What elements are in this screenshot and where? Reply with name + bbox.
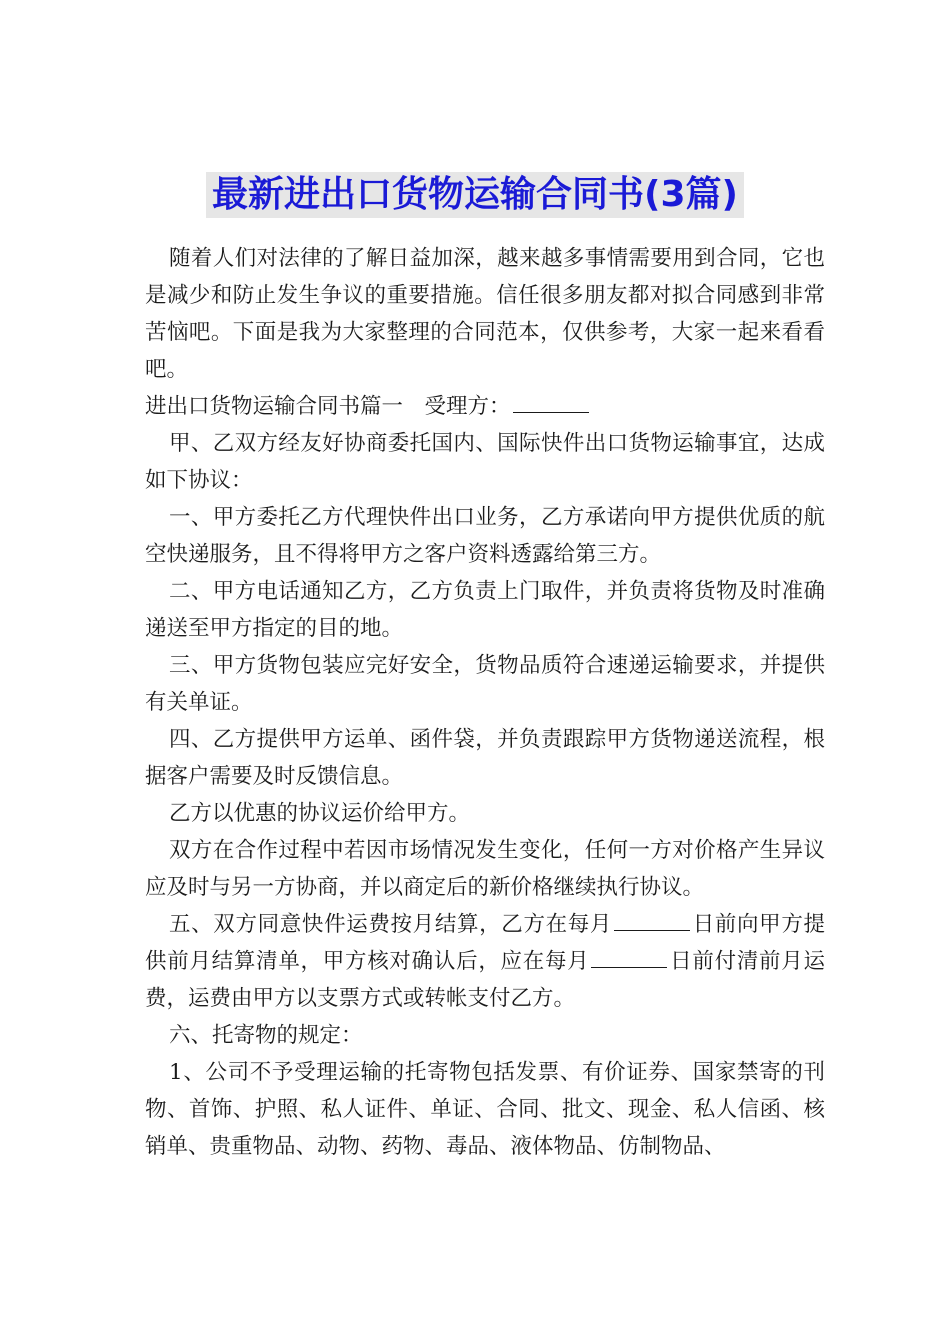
title-wrapper xyxy=(0,172,950,218)
contract-heading-text: 进出口货物运输合同书篇一 受理方： xyxy=(145,394,511,419)
paragraph-clause-2: 二、甲方电话通知乙方，乙方负责上门取件，并负责将货物及时准确递送至甲方指定的目的地。 xyxy=(145,579,825,641)
blank-line-receiver xyxy=(513,388,589,413)
paragraph-clause-6-1: 1、公司不予受理运输的托寄物包括发票、有价证券、国家禁寄的刊物、首饰、护照、私人证件、单证、合同、批文、现金、私人信函、核销单、贵重物品、动物、药物、毒品、液体物品、仿制物品、 xyxy=(145,1060,825,1159)
clause-5-part-3: 日前付清前月运费，运费由甲方以支票方式或转帐支付乙方。 xyxy=(145,949,825,1011)
clause-5-part-1: 五、双方同意快件运费按月结算，乙方在每月 xyxy=(169,912,613,937)
document-body xyxy=(145,240,825,1165)
document-title: 最新进出口货物运输合同书(3篇) xyxy=(206,172,744,218)
paragraph-price-change: 双方在合作过程中若因市场情况发生变化，任何一方对价格产生异议应及时与另一方协商，并以商定后的新价格继续执行协议。 xyxy=(145,838,825,900)
blank-line-day-2 xyxy=(591,943,667,968)
paragraph-agreement: 甲、乙双方经友好协商委托国内、国际快件出口货物运输事宜，达成如下协议： xyxy=(145,431,825,493)
paragraph-contract-heading xyxy=(145,388,825,425)
paragraph-intro: 随着人们对法律的了解日益加深，越来越多事情需要用到合同，它也是减少和防止发生争议的重要措施。信任很多朋友都对拟合同感到非常苦恼吧。下面是我为大家整理的合同范本，仅供参考，大家一起来看看吧。 xyxy=(145,246,825,382)
paragraph-clause-3: 三、甲方货物包装应完好安全，货物品质符合速递运输要求，并提供有关单证。 xyxy=(145,653,825,715)
paragraph-clause-4: 四、乙方提供甲方运单、函件袋，并负责跟踪甲方货物递送流程，根据客户需要及时反馈信息。 xyxy=(145,727,825,789)
paragraph-clause-5 xyxy=(145,906,825,1017)
paragraph-clause-6: 六、托寄物的规定： xyxy=(169,1023,363,1048)
paragraph-discount: 乙方以优惠的协议运价给甲方。 xyxy=(169,801,471,826)
paragraph-clause-1: 一、甲方委托乙方代理快件出口业务，乙方承诺向甲方提供优质的航空快递服务，且不得将甲方之客户资料透露给第三方。 xyxy=(145,505,825,567)
blank-line-day-1 xyxy=(614,906,690,931)
clause-5-part-2: 日前向甲方提供前月结算清单，甲方核对确认后，应在每月 xyxy=(145,912,825,974)
